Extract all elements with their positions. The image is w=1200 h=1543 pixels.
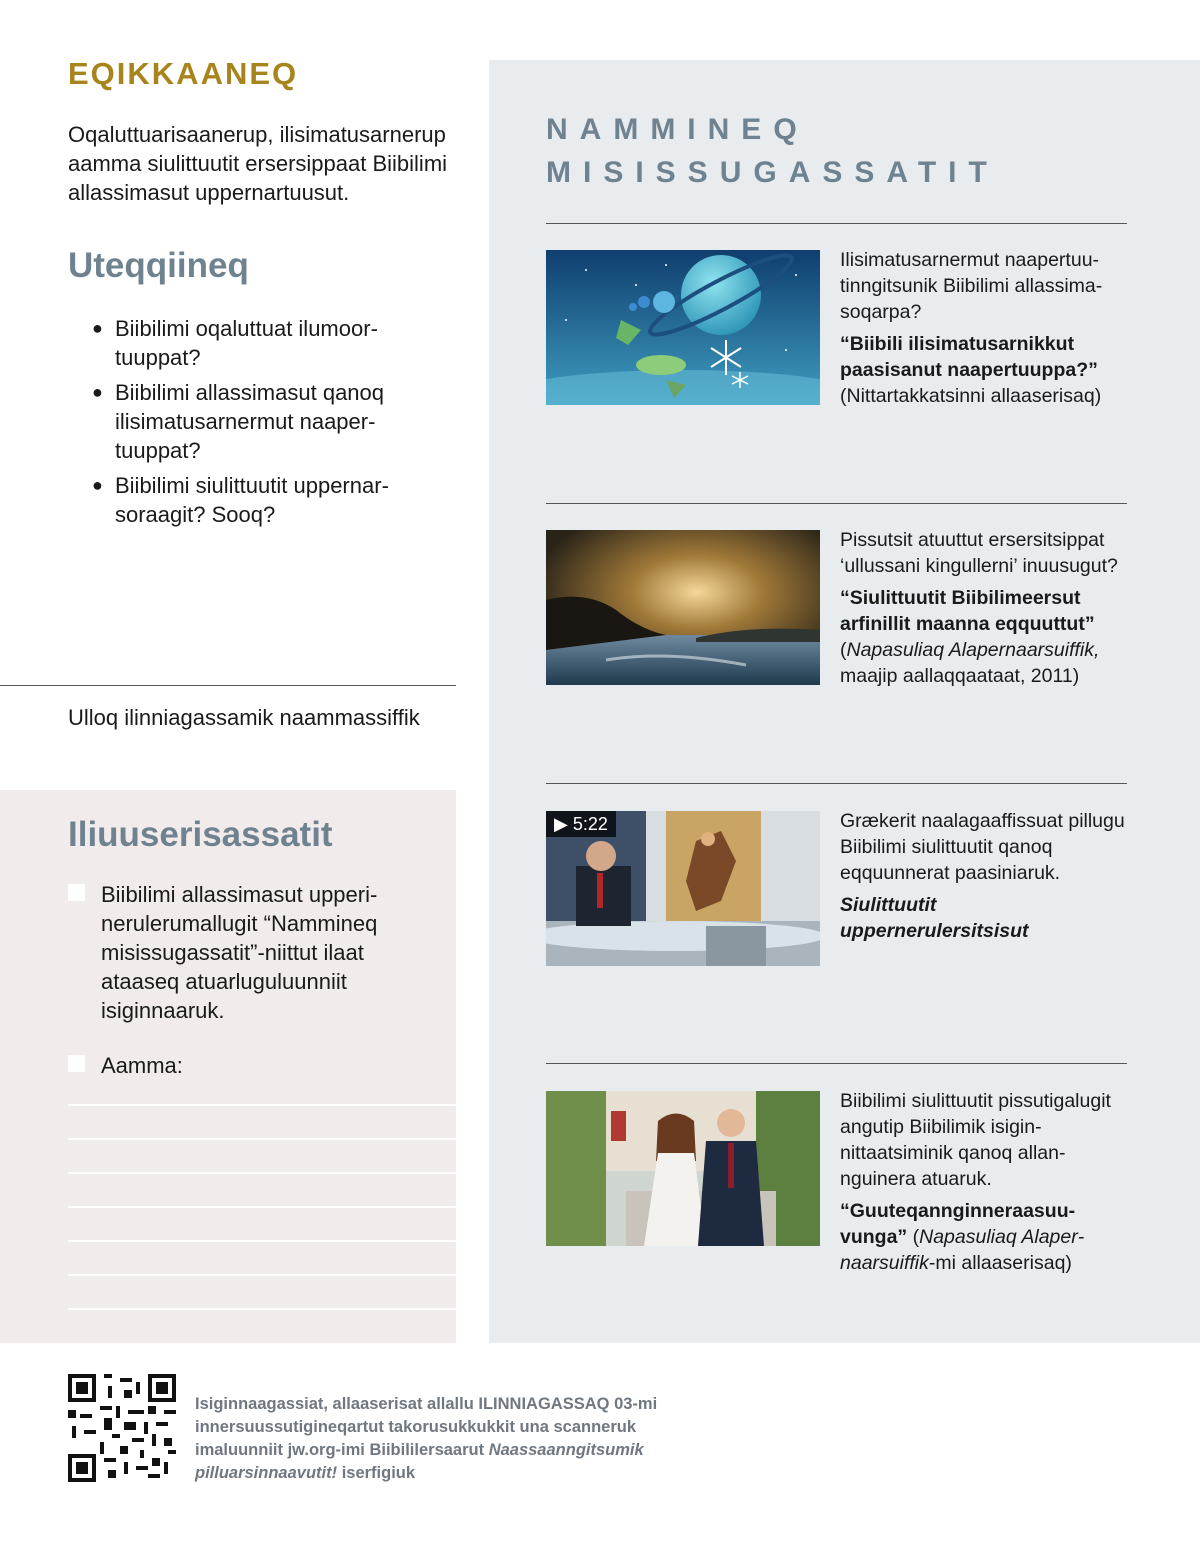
video-duration: ▶ 5:22 <box>546 811 616 837</box>
goal-item: Aamma: <box>68 1051 438 1080</box>
resource-source: (Napasuliaq Alapernaarsuiffik, maajip aallaqqaataat, 2011) <box>840 639 1100 687</box>
panel-divider <box>546 783 1127 784</box>
review-title: Uteqqiineq <box>68 246 249 285</box>
bullet-icon: ● <box>92 382 103 402</box>
resource-title[interactable]: “Biibili ilisimatusarnikkut paasisanut naapertuuppa?” <box>840 333 1098 381</box>
resource-text <box>840 527 1130 689</box>
goal-item: Biibilimi allassimasut upperinerulerumallugit “Nammineq misissugassatit”-niittut ilaat ataaseq atuarluguluunniit isiginnaaruk. <box>68 880 438 1025</box>
resource-text <box>840 808 1130 944</box>
review-question: ● Biibilimi allassimasut qanoq ilisimatusarnermut naapertuuppat? <box>92 380 385 463</box>
write-line[interactable] <box>68 1274 456 1276</box>
panel-divider <box>546 503 1127 504</box>
goal-checkbox[interactable] <box>68 884 85 901</box>
resource-question: Grækerit naalagaaffissuat pillugu Biibilimi siulittuutit qanoq eqquunnerat paasiniaruk. <box>840 810 1125 884</box>
resource-source: (Nittartakkatsinni allaaserisaq) <box>840 385 1102 407</box>
write-line[interactable] <box>68 1138 456 1140</box>
summary-title: EQIKKAANEQ <box>68 56 299 91</box>
explore-title: NAMMINEQ MISISSUGASSATIT <box>546 113 999 189</box>
bullet-icon: ● <box>92 318 103 338</box>
resource-title[interactable]: “Siulittuutit Biibilimeersut arfinillit maanna eqquuttut” <box>840 587 1095 635</box>
resource-question: Ilisimatusarnermut naapertuutinngitsunik Biibilimi allassimasoqarpa? <box>840 249 1103 323</box>
goal-checkbox[interactable] <box>68 1055 85 1072</box>
resource-text <box>840 247 1130 409</box>
write-line[interactable] <box>68 1206 456 1208</box>
panel-divider <box>546 1063 1127 1064</box>
review-questions <box>92 314 432 535</box>
review-question: ● Biibilimi oqaluttuat ilumoortuuppat? <box>92 316 378 370</box>
write-line[interactable] <box>68 1240 456 1242</box>
write-line[interactable] <box>68 1172 456 1174</box>
resource-title-and-source: “Guuteqannginneraasuuvunga” (Napasuliaq Alapernaarsuiffik-mi allaaserisaq) <box>840 1200 1085 1274</box>
couple-photo[interactable] <box>546 1091 820 1246</box>
goals-title: Iliuuserisassatit <box>68 815 333 854</box>
summary-text: Oqaluttuarisaanerup, ilisimatusarnerup aamma siulittuutit ersersippaat Biibilimi allassimasut uppernartuusut. <box>68 122 448 205</box>
footer-text: Isiginnaagassiat, allaaserisat allallu ILINNIAGASSAQ 03-mi innersuussutigineqartut takorusukkukkit una scanneruk imaluunniit jw.org-imi Biibililersaarut Naassaanngitsumik pilluarsinnaavutit! iserfigiuk <box>195 1395 658 1482</box>
review-question: ● Biibilimi siulittuutit uppernarsoraagit? Sooq? <box>92 473 389 527</box>
stormy-sea-photo[interactable] <box>546 530 820 685</box>
panel-divider <box>546 223 1127 224</box>
resource-question: Pissutsit atuuttut ersersitsippat ‘ullussani kingullerni’ inuusugut? <box>840 529 1118 577</box>
resource-title[interactable]: Siulittuutit uppernerulersitsisut <box>840 894 1029 942</box>
video-thumbnail[interactable] <box>546 811 820 966</box>
resource-text <box>840 1088 1130 1276</box>
completion-date-label: Ulloq ilinniagassamik naammassiffik <box>68 705 420 730</box>
section-divider <box>0 685 456 686</box>
write-line[interactable] <box>68 1104 456 1106</box>
write-line[interactable] <box>68 1308 456 1310</box>
resource-title[interactable]: “Guuteqannginneraasuuvunga” <box>840 1200 1076 1248</box>
bullet-icon: ● <box>92 475 103 495</box>
planet-illustration[interactable] <box>546 250 820 405</box>
qr-code-icon[interactable] <box>68 1374 176 1482</box>
resource-question: Biibilimi siulittuutit pissutigalugit angutip Biibilimik isiginnittaatsiminik qanoq allannguinera atuaruk. <box>840 1090 1111 1190</box>
